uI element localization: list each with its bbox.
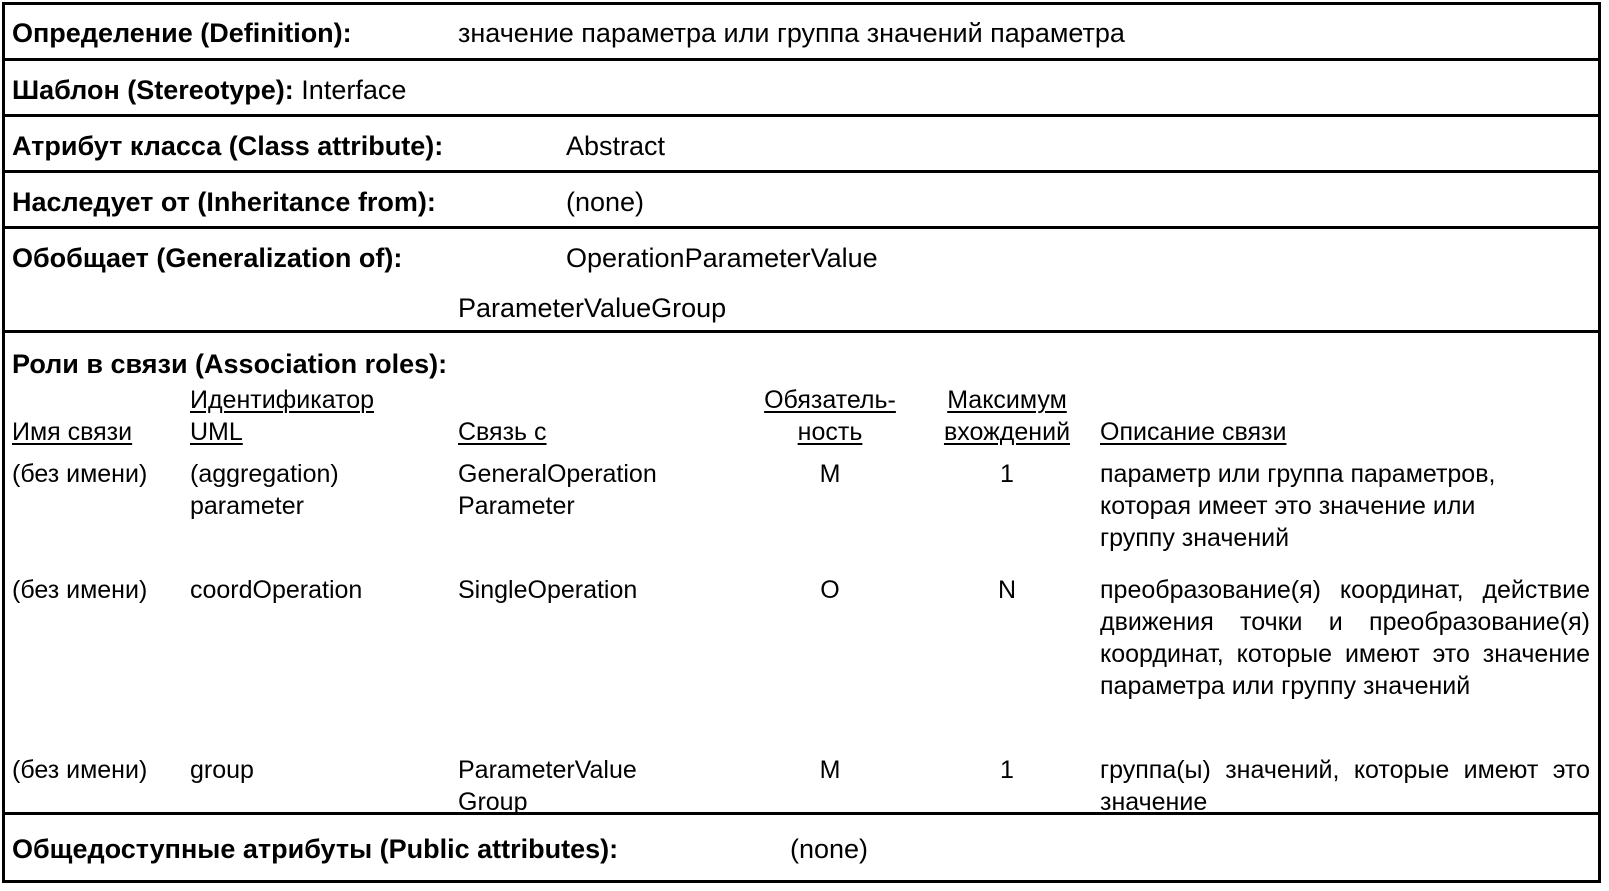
header-uml-id-line1: Идентификатор	[190, 386, 375, 414]
row2-obligation: O	[820, 576, 840, 604]
row1-max: 1	[1000, 460, 1014, 488]
row3-link-line1: ParameterValue	[458, 756, 637, 784]
header-obligation-line1: Обязатель-	[764, 386, 896, 414]
row2-name: (без имени)	[12, 576, 148, 604]
stereotype-value: Interface	[301, 75, 407, 105]
row3-link-line2: Group	[458, 788, 528, 816]
row-divider	[2, 114, 1601, 117]
definition-value: значение параметра или группа значений параметра	[458, 18, 1125, 48]
row1-uml-id-line1: (aggregation)	[190, 460, 339, 488]
generalization-value-2: ParameterValueGroup	[458, 293, 727, 323]
row2-uml-id: coordOperation	[190, 576, 363, 604]
row3-obligation: M	[819, 756, 841, 784]
row-divider	[2, 170, 1601, 173]
row3-description: группа(ы) значений, которые имеют это значение	[1100, 756, 1590, 816]
stereotype-row	[12, 77, 406, 104]
header-link-with: Связь с	[458, 418, 547, 446]
row1-description: параметр или группа параметров, которая имеет это значение или группу значений	[1100, 460, 1496, 552]
public-attributes-label: Общедоступные атрибуты (Public attributes):	[12, 834, 619, 864]
row3-name: (без имени)	[12, 756, 148, 784]
row3-uml-id: group	[190, 756, 254, 784]
stereotype-label: Шаблон (Stereotype):	[12, 75, 294, 105]
row1-link-line2: Parameter	[458, 492, 575, 520]
inheritance-value: (none)	[566, 187, 645, 217]
row2-link: SingleOperation	[458, 576, 638, 604]
generalization-label: Обобщает (Generalization of):	[12, 243, 403, 273]
header-max-line2: вхождений	[943, 418, 1071, 446]
association-roles-label: Роли в связи (Association roles):	[12, 349, 448, 379]
header-max-line1: Максимум	[947, 386, 1067, 414]
header-name: Имя связи	[12, 418, 133, 446]
definition-label: Определение (Definition):	[12, 18, 352, 48]
header-obligation-line2: ность	[797, 418, 863, 446]
row1-uml-id-line2: parameter	[190, 492, 304, 520]
inheritance-label: Наследует от (Inheritance from):	[12, 187, 436, 217]
class-attribute-label: Атрибут класса (Class attribute):	[12, 131, 444, 161]
row-divider	[2, 226, 1601, 229]
row1-name: (без имени)	[12, 460, 148, 488]
row2-max: N	[997, 576, 1017, 604]
row1-link-line1: GeneralOperation	[458, 460, 657, 488]
header-description: Описание связи	[1100, 418, 1287, 446]
row3-max: 1	[1000, 756, 1014, 784]
header-uml-id-line2: UML	[190, 418, 243, 446]
row-divider	[2, 330, 1601, 333]
row2-description: преобразование(я) координат, действие движения точки и преобразование(я) координат, которые имеют это значение параметра или группу значений	[1100, 576, 1590, 700]
generalization-value-1: OperationParameterValue	[566, 243, 878, 273]
public-attributes-value: (none)	[790, 834, 869, 864]
row-divider	[2, 58, 1601, 61]
row1-obligation: M	[819, 460, 841, 488]
class-attribute-value: Abstract	[566, 131, 666, 161]
